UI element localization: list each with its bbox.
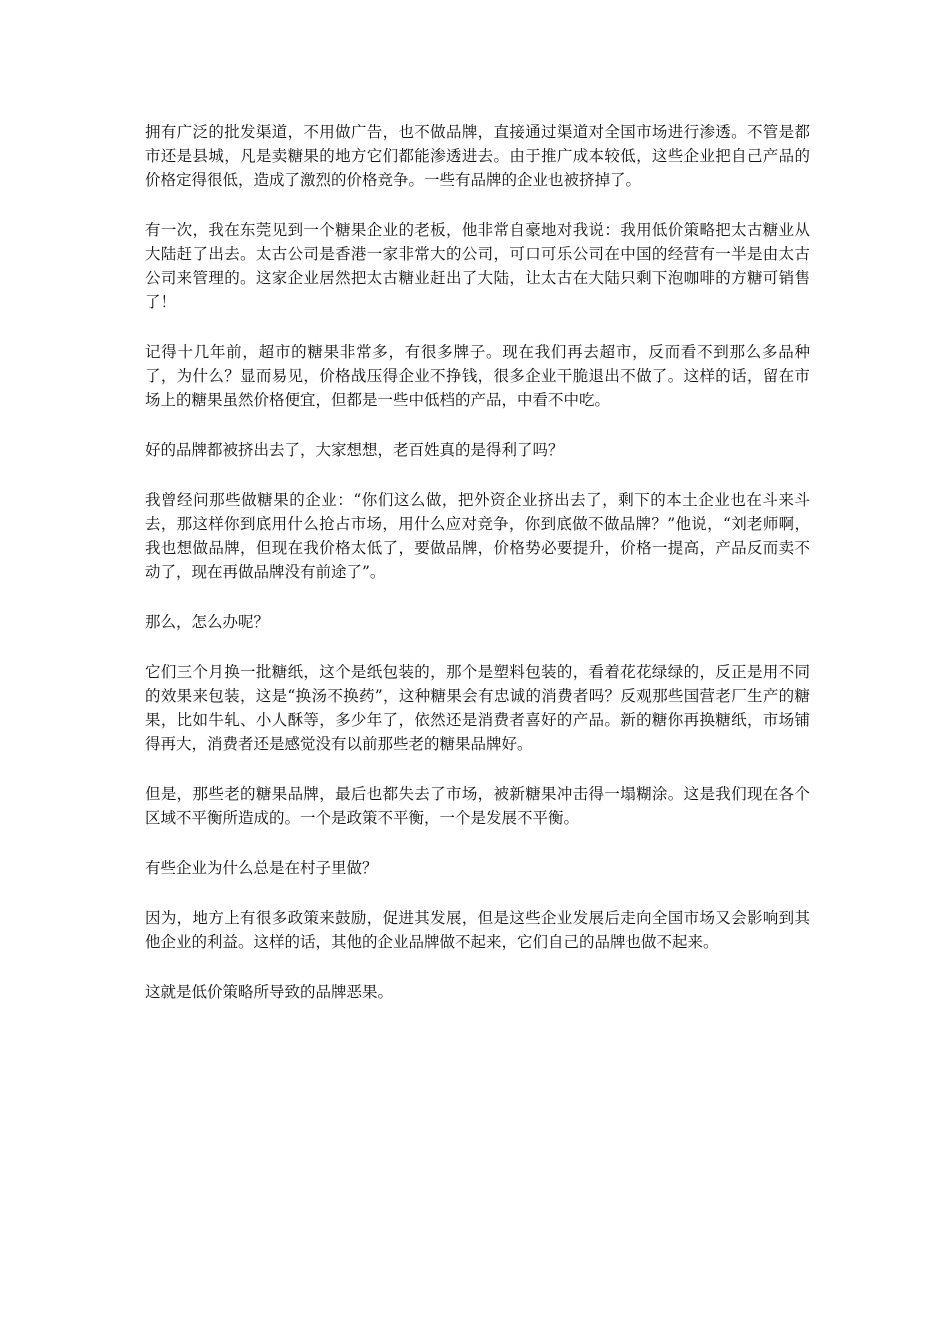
paragraph-2: 有一次，我在东莞见到一个糖果企业的老板，他非常自豪地对我说：我用低价策略把太古糖业从大陆赶了出去。太古公司是香港一家非常大的公司，可口可乐公司在中国的经营有一半是由太古公司来管理的。这家企业居然把太古糖业赶出了大陆，让太古在大陆只剩下泡咖啡的方糖可销售了！ — [145, 221, 810, 311]
paragraph-6: 那么，怎么办呢？ — [145, 613, 270, 631]
document-body — [145, 120, 810, 1030]
paragraph-4: 好的品牌都被挤出去了，大家想想，老百姓真的是得利了吗？ — [145, 441, 564, 459]
paragraph-3: 记得十几年前，超市的糖果非常多，有很多牌子。现在我们再去超市，反而看不到那么多品种了，为什么？显而易见，价格战压得企业不挣钱，很多企业干脆退出不做了。这样的话，留在市场上的糖果虽然价格便宜，但都是一些中低档的产品，中看不中吃。 — [145, 343, 810, 409]
paragraph-5: 我曾经问那些做糖果的企业：“你们这么做，把外资企业挤出去了，剩下的本土企业也在斗来斗去，那这样你到底用什么抢占市场，用什么应对竞争，你到底做不做品牌？”他说，“刘老师啊，我也想做品牌，但现在我价格太低了，要做品牌，价格势必要提升，价格一提高，产品反而卖不动了，现在再做品牌没有前途了”。 — [145, 491, 810, 581]
paragraph-9: 有些企业为什么总是在村子里做？ — [145, 859, 378, 877]
paragraph-11: 这就是低价策略所导致的品牌恶果。 — [145, 983, 394, 1001]
paragraph-1: 拥有广泛的批发渠道，不用做广告，也不做品牌，直接通过渠道对全国市场进行渗透。不管是都市还是县城，凡是卖糖果的地方它们都能渗透进去。由于推广成本较低，这些企业把自己产品的价格定得很低，造成了激烈的价格竞争。一些有品牌的企业也被挤掉了。 — [145, 123, 810, 189]
paragraph-8: 但是，那些老的糖果品牌，最后也都失去了市场，被新糖果冲击得一塌糊涂。这是我们现在各个区域不平衡所造成的。一个是政策不平衡，一个是发展不平衡。 — [145, 785, 810, 827]
paragraph-7: 它们三个月换一批糖纸，这个是纸包装的，那个是塑料包装的，看着花花绿绿的，反正是用不同的效果来包装，这是“换汤不换药”，这种糖果会有忠诚的消费者吗？反观那些国营老厂生产的糖果，比如牛轧、小人酥等，多少年了，依然还是消费者喜好的产品。新的糖你再换糖纸，市场铺得再大，消费者还是感觉没有以前那些老的糖果品牌好。 — [145, 663, 810, 753]
paragraph-10: 因为，地方上有很多政策来鼓励，促进其发展，但是这些企业发展后走向全国市场又会影响到其他企业的利益。这样的话，其他的企业品牌做不起来，它们自己的品牌也做不起来。 — [145, 909, 810, 951]
